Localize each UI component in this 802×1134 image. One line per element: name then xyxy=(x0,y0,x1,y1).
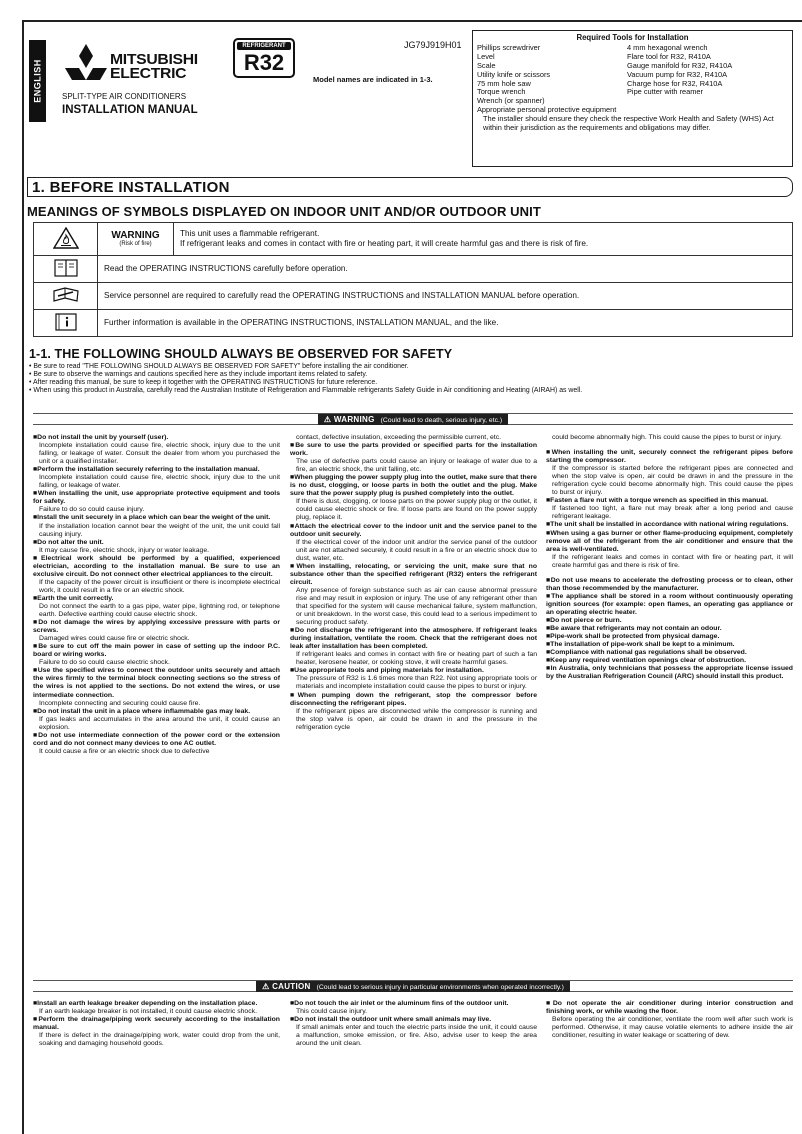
item-heading: ■ Do not discharge the refrigerant into the atmosphere. If refrigerant leaks during installation, ventilate the room. Check that the refrigerant does not leak after installation has been completed. xyxy=(290,627,537,651)
item-body: If the refrigerant leaks and comes in contact with fire or heating part, it will create harmful gas and there is risk of fire. xyxy=(552,553,793,569)
safety-title: 1-1. THE FOLLOWING SHOULD ALWAYS BE OBSERVED FOR SAFETY xyxy=(29,347,453,361)
spacer xyxy=(546,570,793,577)
item-body: Incomplete installation could cause fire, electric shock, injury due to the unit falling, or leakage of water. xyxy=(39,474,280,490)
item-heading: ■ Do not use intermediate connection of the power cord or the extension cord and do not connect many devices to one AC outlet. xyxy=(33,732,280,748)
tool-item: Appropriate personal protective equipment xyxy=(477,105,617,115)
tools-list xyxy=(477,44,788,97)
tools-title: Required Tools for Installation xyxy=(576,33,689,42)
symbol-row xyxy=(34,256,793,283)
item-heading: ■ Fasten a flare nut with a torque wrench as specified in this manual. xyxy=(546,497,793,505)
item-body: The use of defective parts could cause an injury or leakage of water due to a fire, an electric shock, the unit falling, etc. xyxy=(296,458,537,474)
item-heading: ■ Do not install the outdoor unit where small animals may live. xyxy=(290,1016,537,1024)
item-body: If an earth leakage breaker is not installed, it could cause electric shock. xyxy=(39,1008,257,1016)
item-heading: ■ Do not operate the air conditioner during interior construction and finishing work, or while waxing the floor. xyxy=(546,1000,793,1016)
caution-banner-word: CAUTION xyxy=(272,982,311,991)
warning-banner-note: (Could lead to death, serious injury, etc.) xyxy=(380,417,503,424)
item-heading: ■ Electrical work should be performed by a qualified, experienced electrician, according to the installation manual. Be sure to use an exclusive circuit. Do not connect other electrical appliances to the circuit. xyxy=(33,555,280,579)
item-body: If there is defect in the drainage/piping work, water could drop from the unit, soaking and damaging household goods. xyxy=(39,1032,280,1048)
item-heading: ■ Be aware that refrigerants may not contain an odour. xyxy=(546,625,793,633)
item-heading: ■ When installing the unit, securely connect the refrigerant pipes before starting the compressor. xyxy=(546,449,793,465)
item-body: If the compressor is started before the refrigerant pipes are connected and when the stop valve is open, air could be drawn in and the pressure in the refrigeration cycle could become abnormally high. This could cause the pipes to burst or injury. xyxy=(552,465,793,497)
symbol-description: Further information is available in the OPERATING INSTRUCTIONS, INSTALLATION MANUAL, and the like. xyxy=(98,310,793,337)
item-heading: ■ Do not install the unit in a place where inflammable gas may leak. xyxy=(33,708,280,716)
item-heading: ■ Pipe-work shall be protected from physical damage. xyxy=(546,633,793,641)
symbol-icon-cell xyxy=(34,310,98,337)
item-heading: ■ Use the specified wires to connect the outdoor units securely and attach the wires firmly to the terminal block connecting sections so the stress of the wires is not applied to the sections. Do not extend the wires, or use intermediate connection. xyxy=(33,667,280,699)
item-body: It could cause a fire or an electric shock due to defective xyxy=(39,747,210,755)
info-book-icon xyxy=(53,312,79,332)
tool-item: Charge hose for R32, R410A xyxy=(627,78,723,88)
open-book-icon xyxy=(53,258,79,278)
item-body: contact, defective insulation, exceeding the permissible current, etc. xyxy=(296,434,502,441)
tool-item: 75 mm hole saw xyxy=(477,78,531,88)
item-body: It may cause fire, electric shock, injury or water leakage. xyxy=(39,546,210,554)
tool-item: Wrench (or spanner) xyxy=(477,96,545,106)
symbols-table xyxy=(33,222,793,337)
safety-bullet: • When using this product in Australia, carefully read the Australian Institute of Refrigeration and Flammable refrigerants Safety Guide in Air conditioning and Heating (AIRAH) as well. xyxy=(29,387,799,395)
tool-item: Flare tool for R32, R410A xyxy=(627,51,711,61)
symbol-icon-cell xyxy=(34,256,98,283)
item-body: could become abnormally high. This could cause the pipes to burst or injury. xyxy=(552,434,782,441)
item-body: This could cause injury. xyxy=(296,1008,368,1016)
tools-note: The installer should ensure they check the respective Work Health and Safety (WHS) Act within their jurisdiction as the requirements and obligations may differ. xyxy=(483,114,774,133)
tool-item: Level xyxy=(477,51,495,61)
item-body: Damaged wires could cause fire or electric shock. xyxy=(39,635,190,643)
safety-bullets xyxy=(29,363,799,395)
item-heading: ■ Install an earth leakage breaker depending on the installation place. xyxy=(33,1000,280,1008)
fire-warning-icon xyxy=(53,227,79,249)
warning-column-2 xyxy=(290,434,537,732)
item-heading: ■ The installation of pipe-work shall be kept to a minimum. xyxy=(546,641,793,649)
warning-symbol-cell xyxy=(98,223,793,256)
item-heading: ■ Do not damage the wires by applying excessive pressure with parts or screws. xyxy=(33,619,280,635)
item-heading: ■ Be sure to cut off the main power in case of setting up the indoor P.C. board or wiring works. xyxy=(33,643,280,659)
item-heading: ■ Do not pierce or burn. xyxy=(546,617,793,625)
caution-column-2 xyxy=(290,1000,537,1048)
item-body: Incomplete connecting and securing could cause fire. xyxy=(39,699,201,707)
symbol-row xyxy=(34,310,793,337)
tool-item: Phillips screwdriver xyxy=(477,42,541,52)
tool-item: Utility knife or scissors xyxy=(477,69,551,79)
item-body: Incomplete installation could cause fire, electric shock, injury due to the unit falling, or leakage of water. Consult the dealer from whom you purchased the unit or a qualified installer. xyxy=(39,442,280,466)
symbol-row xyxy=(34,223,793,256)
tool-item: Torque wrench xyxy=(477,87,526,97)
item-heading: ■ When using a gas burner or other flame-producing equipment, completely remove all of the refrigerant from the air conditioner and ensure that the area is well-ventilated. xyxy=(546,530,793,554)
tool-item: Scale xyxy=(477,60,496,70)
item-heading: ■ Perform the drainage/piping work securely according to the installation manual. xyxy=(33,1016,280,1032)
item-heading: ■ When pumping down the refrigerant, stop the compressor before disconnecting the refrigerant pipes. xyxy=(290,692,537,708)
refrigerant-label: REFRIGERANT xyxy=(237,42,291,50)
tool-item: Gauge manifold for R32, R410A xyxy=(627,60,733,70)
tool-item: 4 mm hexagonal wrench xyxy=(627,42,708,52)
item-body: If small animals enter and touch the electric parts inside the unit, it could cause a malfunction, smoke emission, or fire. Also, advise user to keep the area around the unit clean. xyxy=(296,1024,537,1048)
caution-banner-note: (Could lead to serious injury in particular environments when operated incorrectly.) xyxy=(316,984,564,991)
item-body: Failure to do so could cause electric shock. xyxy=(39,659,170,667)
item-body: The pressure of R32 is 1.6 times more than R22. Not using appropriate tools or materials and incomplete installation could cause the pipes to burst or injury. xyxy=(296,675,537,691)
document-code: JG79J919H01 xyxy=(404,40,462,50)
symbol-description: Service personnel are required to carefully read the OPERATING INSTRUCTIONS and INSTALLATION MANUAL before operation. xyxy=(98,283,793,310)
item-body: If the installation location cannot bear the weight of the unit, the unit could fall causing injury. xyxy=(39,522,280,538)
item-heading: ■ Do not install the unit by yourself (user). xyxy=(33,434,280,442)
item-body: If gas leaks and accumulates in the area around the unit, it could cause an explosion. xyxy=(39,715,280,731)
refrigerant-badge xyxy=(233,38,295,78)
item-heading: ■ Do not touch the air inlet or the aluminum fins of the outdoor unit. xyxy=(290,1000,537,1008)
spacer xyxy=(546,442,793,449)
warning-banner: ⚠ WARNING (Could lead to death, serious injury, etc.) xyxy=(33,413,793,425)
warning-banner-word: WARNING xyxy=(333,415,375,424)
symbol-description: Read the OPERATING INSTRUCTIONS carefully before operation. xyxy=(98,256,793,283)
caution-banner: ⚠ CAUTION (Could lead to serious injury in particular environments when operated incorrectly.) xyxy=(33,980,793,992)
item-body: Any presence of foreign substance such as air can cause abnormal pressure rise and may result in explosion or injury. The use of any refrigerant other than that specified for the system will cause mechanical failure, system malfunction, or unit breakdown. In the worst case, this could lead to a serious impediment to securing product safety. xyxy=(296,586,537,627)
symbol-icon-cell xyxy=(34,283,98,310)
product-line: SPLIT-TYPE AIR CONDITIONERS xyxy=(62,92,187,101)
warning-column-1 xyxy=(33,434,280,756)
item-body: Failure to do so could cause injury. xyxy=(39,506,145,514)
item-body: Before operating the air conditioner, ventilate the room well after such work is performed. Otherwise, it may cause volatile elements to adhere inside the air conditioner, resulting in water leakage or scattering of dew. xyxy=(552,1016,793,1040)
item-body: Do not connect the earth to a gas pipe, water pipe, lightning rod, or telephone earth. Defective earthing could cause electric shock. xyxy=(39,602,280,619)
warning-column-3 xyxy=(546,434,793,681)
item-heading: ■ Keep any required ventilation openings clear of obstruction. xyxy=(546,657,793,665)
item-body: If fastened too tight, a flare nut may break after a long period and cause refrigerant leakage. xyxy=(552,505,793,521)
item-heading: ■ Be sure to use the parts provided or specified parts for the installation work. xyxy=(290,442,537,458)
item-body: If the capacity of the power circuit is insufficient or there is incomplete electrical work, it could result in a fire or an electric shock. xyxy=(39,578,280,594)
brand-line1: MITSUBISHI xyxy=(110,51,198,68)
warning-subtitle: (Risk of fire) xyxy=(119,240,152,247)
service-manual-icon xyxy=(51,286,81,304)
required-tools-box xyxy=(472,30,793,167)
section-title: 1. BEFORE INSTALLATION xyxy=(27,177,793,197)
item-heading: ■ Earth the unit correctly. xyxy=(33,595,280,603)
symbol-row xyxy=(34,283,793,310)
manual-title: INSTALLATION MANUAL xyxy=(62,104,198,116)
item-body: If refrigerant leaks and comes in contact with fire or heating part of such a fan heater, kerosene heater, or cooking stove, it will create harmful gases. xyxy=(296,651,537,667)
item-heading: ■ When plugging the power supply plug into the outlet, make sure that there is no dust, clogging, or loose parts in both the outlet and the plug. Make sure that the power supply plug is pushed completely into the outlet. xyxy=(290,474,537,498)
symbol-icon-cell xyxy=(34,223,98,256)
warning-word: WARNING xyxy=(111,229,160,241)
item-heading: ■ The appliance shall be stored in a room without continuously operating ignition sources (for example: open flames, an operating gas appliance or an operating electric heater. xyxy=(546,593,793,617)
item-heading: ■ In Australia, only technicians that possess the appropriate license issued by the Australian Refrigeration Council (ARC) should install this product. xyxy=(546,665,793,681)
warning-line2: If refrigerant leaks and comes in contact with fire or heating part, it will create harmful gas and there is risk of fire. xyxy=(180,239,589,248)
tool-item: Vacuum pump for R32, R410A xyxy=(627,69,728,79)
language-tab xyxy=(29,40,46,122)
item-body: If there is dust, clogging, or loose parts on the power supply plug or the outlet, it could cause electric shock or fire. If loose parts are found on the power supply plug, replace it. xyxy=(296,498,537,522)
item-heading: ■ When installing the unit, use appropriate protective equipment and tools for safety. xyxy=(33,490,280,506)
brand-block xyxy=(60,40,208,90)
top-rule xyxy=(22,20,802,22)
item-heading: ■ Do not alter the unit. xyxy=(33,539,280,547)
item-heading: ■ Perform the installation securely referring to the installation manual. xyxy=(33,466,280,474)
item-heading: ■ When installing, relocating, or servicing the unit, make sure that no substance other than the specified refrigerant (R32) enters the refrigerant circuit. xyxy=(290,563,537,587)
safety-bullet: • Be sure to read "THE FOLLOWING SHOULD ALWAYS BE OBSERVED FOR SAFETY" before installing the air conditioner. xyxy=(29,363,799,371)
item-heading: ■ Use appropriate tools and piping materials for installation. xyxy=(290,667,537,675)
model-note: Model names are indicated in 1-3. xyxy=(313,75,433,84)
brand-name xyxy=(110,53,198,81)
caution-column-3 xyxy=(546,1000,793,1040)
left-rule xyxy=(22,20,24,1134)
symbols-heading: MEANINGS OF SYMBOLS DISPLAYED ON INDOOR UNIT AND/OR OUTDOOR UNIT xyxy=(27,204,541,219)
item-heading: ■ Install the unit securely in a place which can bear the weight of the unit. xyxy=(33,514,280,522)
mitsubishi-logo-icon xyxy=(62,42,110,86)
caution-column-1 xyxy=(33,1000,280,1048)
item-heading: ■ The unit shall be installed in accordance with national wiring regulations. xyxy=(546,521,793,529)
language-label: ENGLISH xyxy=(32,59,43,103)
tool-item: Pipe cutter with reamer xyxy=(627,87,703,97)
item-heading: ■ Compliance with national gas regulations shall be observed. xyxy=(546,649,793,657)
safety-bullet: • Be sure to observe the warnings and cautions specified here as they include important items related to safety. xyxy=(29,371,799,379)
safety-bullet: • After reading this manual, be sure to keep it together with the OPERATING INSTRUCTIONS for future reference. xyxy=(29,379,799,387)
brand-line2: ELECTRIC xyxy=(110,65,187,82)
refrigerant-code: R32 xyxy=(243,50,285,75)
warning-line1: This unit uses a flammable refrigerant. xyxy=(180,229,320,238)
item-body: If the electrical cover of the indoor unit and/or the service panel of the outdoor unit are not attached securely, it could result in a fire or an electric shock due to dust, water, etc. xyxy=(296,538,537,562)
item-heading: ■ Attach the electrical cover to the indoor unit and the service panel to the outdoor unit securely. xyxy=(290,523,537,539)
item-heading: ■ Do not use means to accelerate the defrosting process or to clean, other than those recommended by the manufacturer. xyxy=(546,577,793,593)
item-body: If the refrigerant pipes are disconnected while the compressor is running and the stop valve is open, air could be drawn in and the pressure in the refrigeration cycle xyxy=(296,707,537,731)
